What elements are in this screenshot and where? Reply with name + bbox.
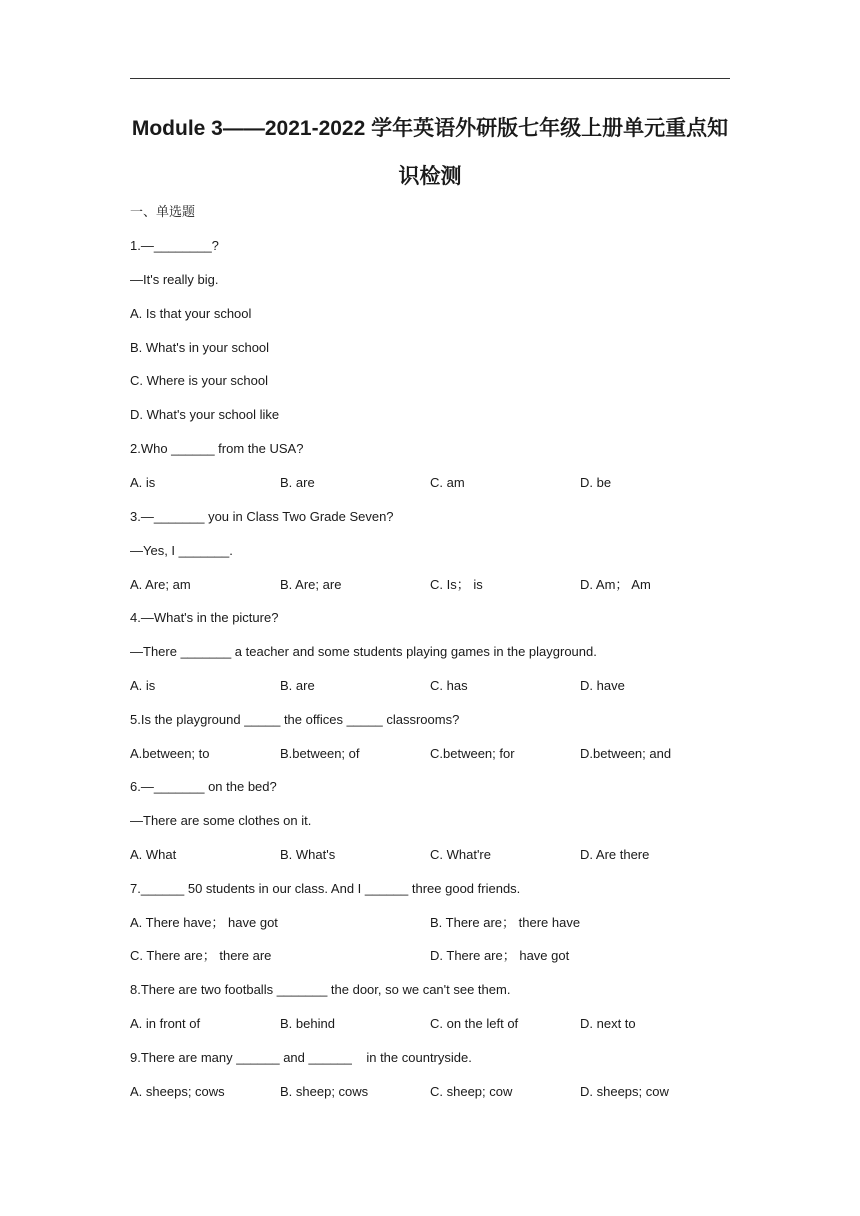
question-9-options	[130, 1084, 730, 1100]
q3-option-d: D. Am； Am	[580, 577, 651, 592]
q5-option-b: B.between; of	[280, 746, 360, 761]
q1-option-b: B. What's in your school	[130, 340, 270, 355]
question-7-options-row-1	[130, 915, 730, 931]
title-line-2: 识检测	[398, 165, 462, 188]
q3-option-c: C. Is； is	[430, 577, 483, 592]
question-2-options	[130, 475, 730, 491]
q1-option-c: C. Where is your school	[130, 373, 268, 388]
q4-option-c: C. has	[430, 678, 468, 693]
q1-option-d: D. What's your school like	[130, 407, 280, 422]
q2-option-b: B. are	[280, 475, 315, 490]
q9-option-a: A. sheeps; cows	[130, 1084, 225, 1099]
q9-option-c: C. sheep; cow	[430, 1084, 513, 1099]
question-9-stem: 9.There are many ______ and ______ in the countryside.	[130, 1050, 472, 1065]
question-4-stem: 4.—What's in the picture?	[130, 610, 279, 625]
q4-option-a: A. is	[130, 678, 156, 693]
question-3-stem-2: —Yes, I _______.	[130, 543, 233, 558]
q7-option-c: C. There are； there are	[130, 948, 272, 963]
q6-option-d: D. Are there	[580, 847, 650, 862]
question-4-stem-2: —There _______ a teacher and some students playing games in the playground.	[130, 644, 597, 659]
question-7-options-row-2	[130, 948, 730, 964]
question-8-stem: 8.There are two footballs _______ the door, so we can't see them.	[130, 982, 511, 997]
question-6-stem-2: —There are some clothes on it.	[130, 813, 312, 828]
q2-option-c: C. am	[430, 475, 465, 490]
q2-option-d: D. be	[580, 475, 612, 490]
q5-option-c: C.between; for	[430, 746, 515, 761]
q5-option-d: D.between; and	[580, 746, 672, 761]
question-7-stem: 7.______ 50 students in our class. And I ______ three good friends.	[130, 881, 521, 896]
q3-option-a: A. Are; am	[130, 577, 191, 592]
q1-option-a: A. Is that your school	[130, 306, 252, 321]
q4-option-b: B. are	[280, 678, 315, 693]
question-6-stem: 6.—_______ on the bed?	[130, 779, 277, 794]
q7-option-d: D. There are； have got	[430, 948, 570, 963]
q7-option-b: B. There are； there have	[430, 915, 581, 930]
document-title	[110, 105, 750, 201]
q8-option-b: B. behind	[280, 1016, 335, 1031]
q6-option-a: A. What	[130, 847, 177, 862]
question-3-stem: 3.—_______ you in Class Two Grade Seven?	[130, 509, 394, 524]
question-6-options	[130, 847, 730, 863]
q6-option-b: B. What's	[280, 847, 336, 862]
question-1-stem: 1.—________?	[130, 238, 219, 253]
q8-option-d: D. next to	[580, 1016, 636, 1031]
q4-option-d: D. have	[580, 678, 625, 693]
q8-option-c: C. on the left of	[430, 1016, 519, 1031]
q2-option-a: A. is	[130, 475, 156, 490]
question-8-options	[130, 1016, 730, 1032]
q7-option-a: A. There have； have got	[130, 915, 278, 930]
question-5-options	[130, 746, 730, 762]
q6-option-c: C. What're	[430, 847, 491, 862]
question-5-stem: 5.Is the playground _____ the offices _____ classrooms?	[130, 712, 460, 727]
section-heading: 一、单选题	[130, 204, 196, 219]
q8-option-a: A. in front of	[130, 1016, 201, 1031]
question-3-options	[130, 577, 730, 593]
header-rule	[130, 78, 730, 79]
q3-option-b: B. Are; are	[280, 577, 342, 592]
q9-option-b: B. sheep; cows	[280, 1084, 369, 1099]
q5-option-a: A.between; to	[130, 746, 210, 761]
question-2-stem: 2.Who ______ from the USA?	[130, 441, 304, 456]
title-line-1: Module 3——2021-2022 学年英语外研版七年级上册单元重点知	[131, 117, 729, 140]
q9-option-d: D. sheeps; cow	[580, 1084, 669, 1099]
question-4-options	[130, 678, 730, 694]
question-1-stem-2: —It's really big.	[130, 272, 219, 287]
